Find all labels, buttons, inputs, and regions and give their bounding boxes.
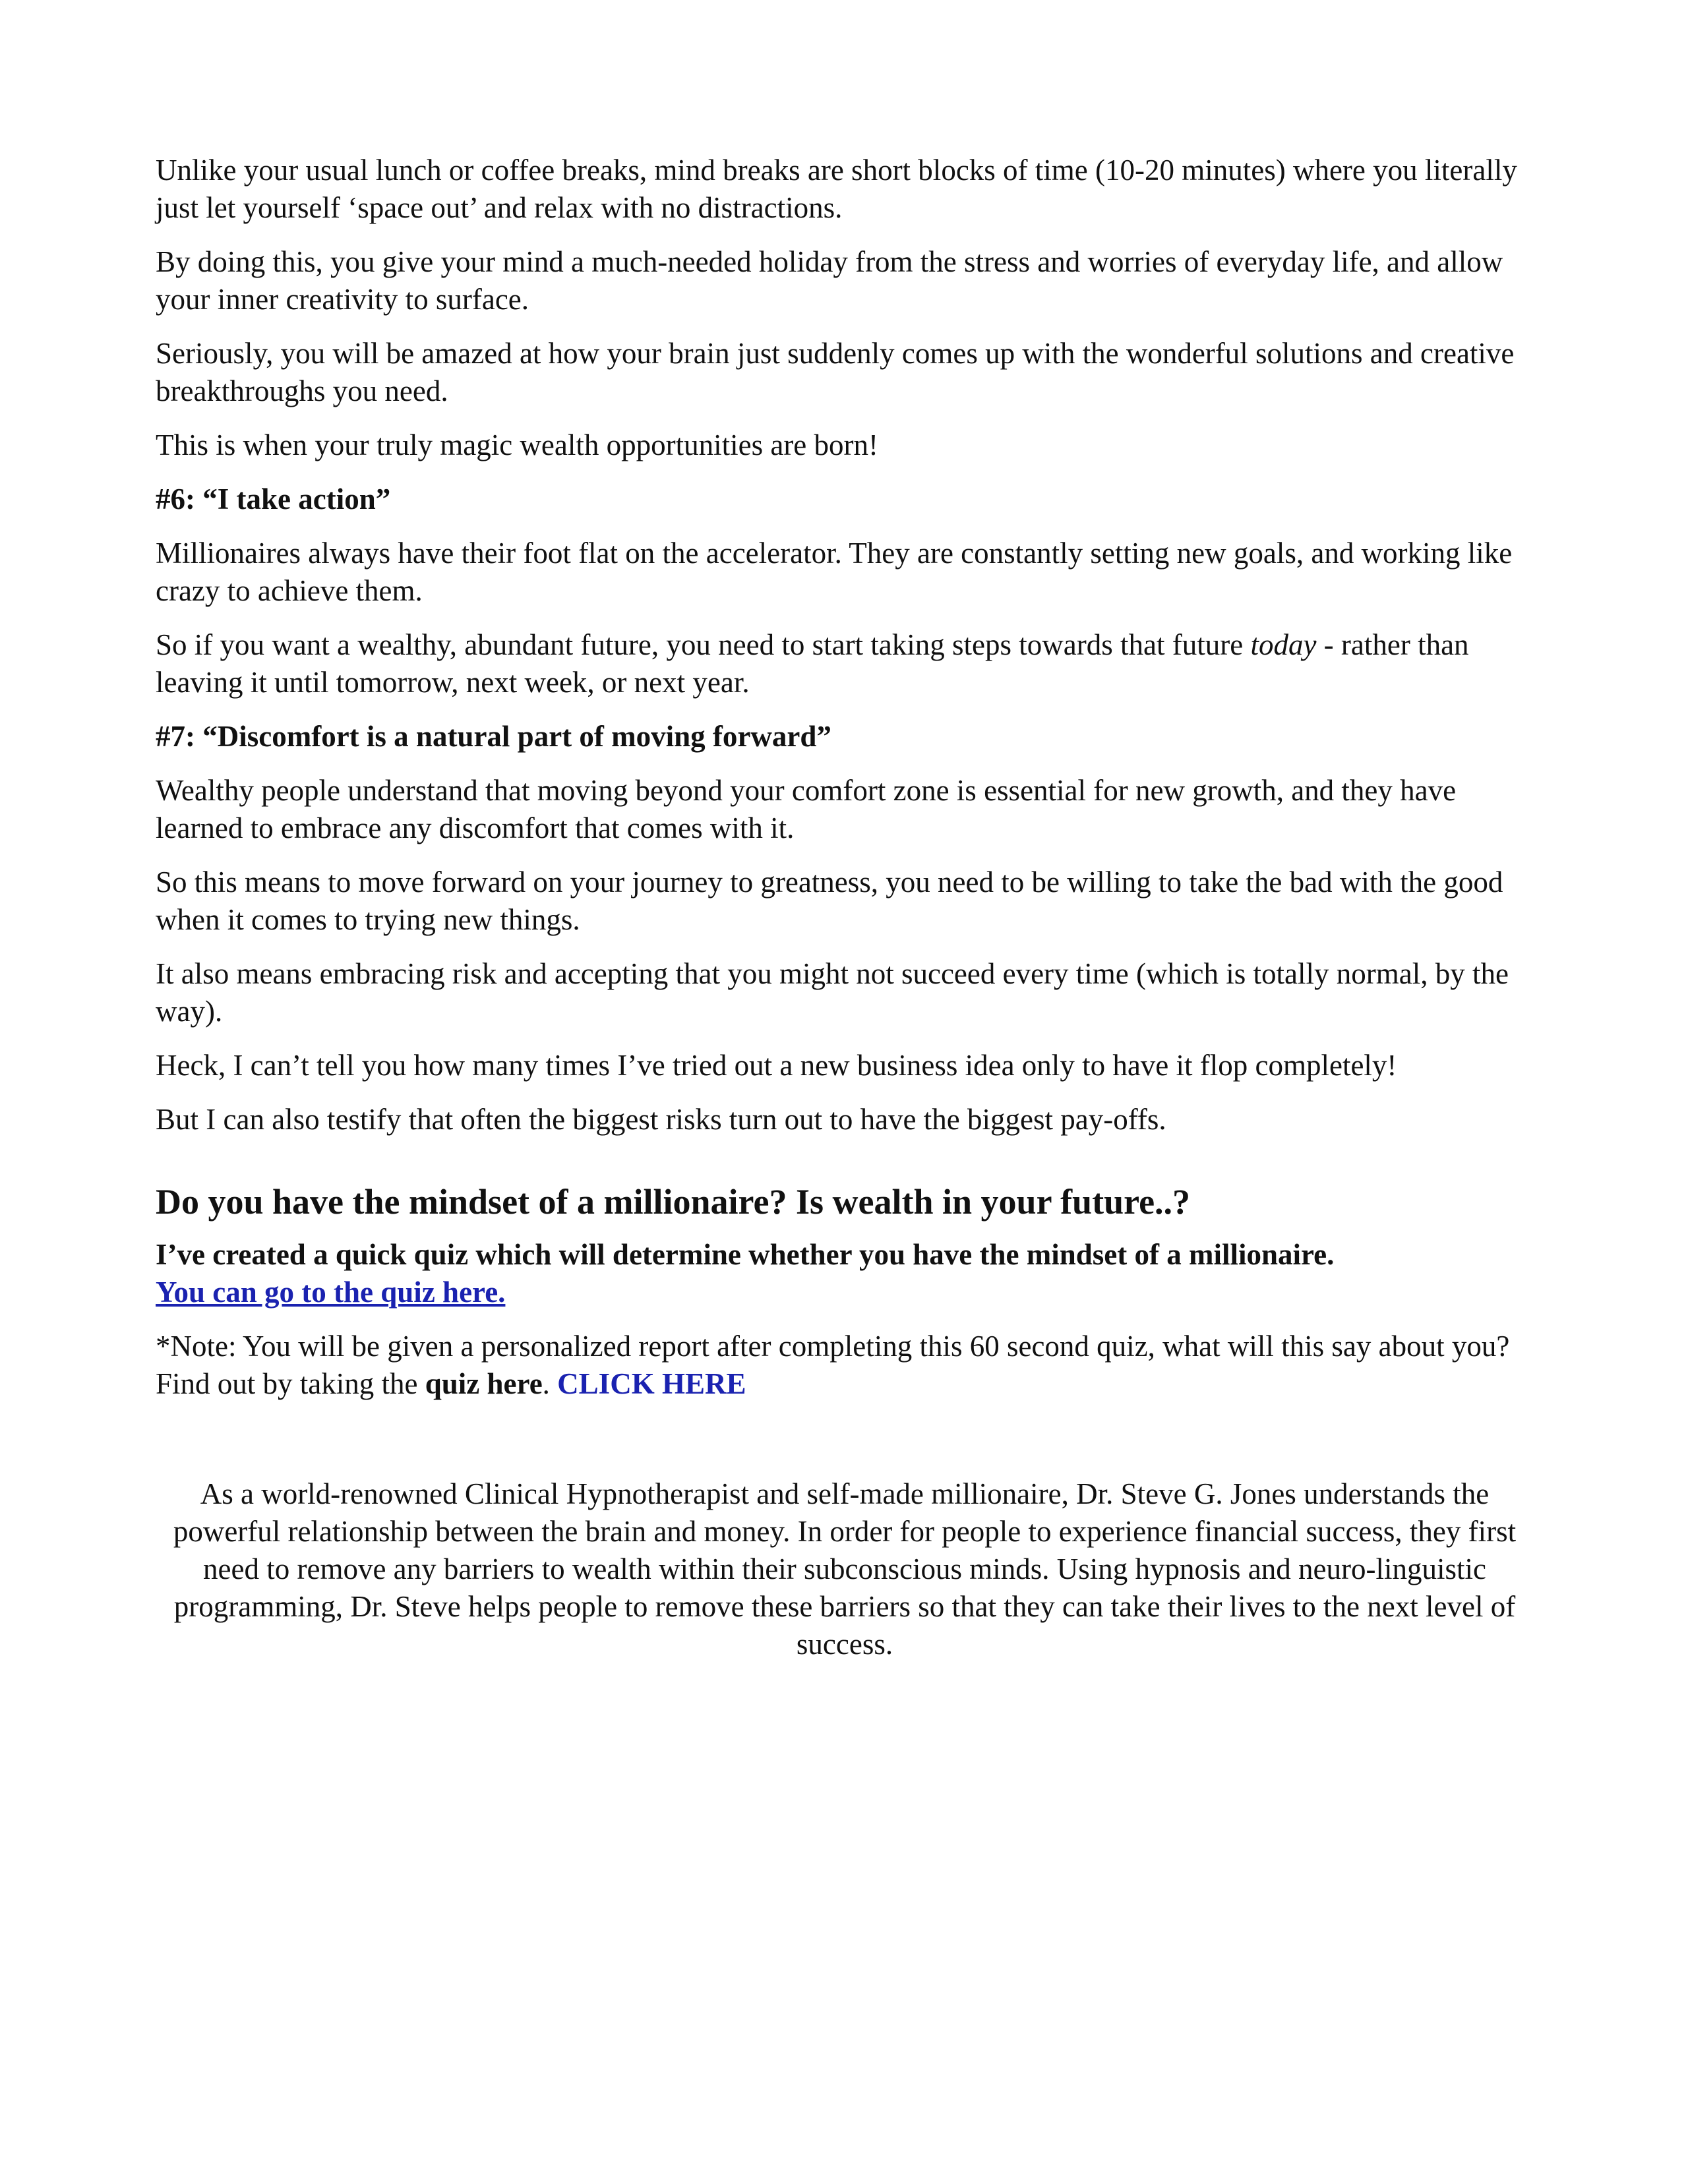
- quiz-note-period: .: [542, 1367, 558, 1400]
- paragraph-mind-breaks: Unlike your usual lunch or coffee breaks, mind breaks are short blocks of time (10-20 minutes) where you literally just let yourself ‘space out’ and relax with no distractions.: [156, 154, 1517, 224]
- heading-take-action: #6: “I take action”: [156, 483, 391, 516]
- future-text-today: today: [1250, 628, 1317, 661]
- paragraph-flop: Heck, I can’t tell you how many times I’ve tried out a new business idea only to have it flop completely!: [156, 1049, 1397, 1082]
- paragraph-opportunities: This is when your truly magic wealth opportunities are born!: [156, 428, 878, 461]
- click-here-link[interactable]: CLICK HERE: [557, 1367, 746, 1400]
- paragraph-pay-offs: But I can also testify that often the biggest risks turn out to have the biggest pay-offs.: [156, 1103, 1166, 1136]
- paragraph-future-today: [156, 626, 1534, 701]
- quiz-here-bold: quiz here: [425, 1367, 543, 1400]
- quiz-note: [156, 1328, 1534, 1403]
- future-text-after: - rather than leaving it until tomorrow, next week, or next year.: [156, 628, 1469, 699]
- future-text-before: So if you want a wealthy, abundant future, you need to start taking steps towards that future: [156, 628, 1251, 661]
- heading-discomfort: #7: “Discomfort is a natural part of moving forward”: [156, 720, 831, 753]
- quiz-link[interactable]: You can go to the quiz here.: [156, 1276, 506, 1309]
- quiz-intro: [156, 1236, 1534, 1311]
- quiz-note-text: *Note: You will be given a personalized report after completing this 60 second quiz, what will this say about you? Find out by taking the: [156, 1330, 1510, 1400]
- author-bio: As a world-renowned Clinical Hypnotherapist and self-made millionaire, Dr. Steve G. Jones understands the powerful relationship between the brain and money. In order for people to experience financial success, they first need to remove any barriers to wealth within their subconscious minds. Using hypnosis and neuro-linguistic programming, Dr. Steve helps people to remove these barriers so that they can take their lives to the next level of success.: [173, 1477, 1517, 1661]
- paragraph-greatness: So this means to move forward on your journey to greatness, you need to be willing to take the bad with the good when it comes to trying new things.: [156, 866, 1503, 936]
- quiz-intro-text: I’ve created a quick quiz which will determine whether you have the mindset of a millionaire.: [156, 1238, 1335, 1271]
- paragraph-solutions: Seriously, you will be amazed at how your brain just suddenly comes up with the wonderful solutions and creative breakthroughs you need.: [156, 337, 1515, 407]
- paragraph-risk: It also means embracing risk and accepting that you might not succeed every time (which is totally normal, by the way).: [156, 957, 1509, 1028]
- quiz-section-title: Do you have the mindset of a millionaire? Is wealth in your future..?: [156, 1182, 1191, 1222]
- paragraph-accelerator: Millionaires always have their foot flat on the accelerator. They are constantly setting new goals, and working like crazy to achieve them.: [156, 537, 1513, 607]
- document-page: [156, 152, 1534, 1680]
- paragraph-comfort-zone: Wealthy people understand that moving beyond your comfort zone is essential for new growth, and they have learned to embrace any discomfort that comes with it.: [156, 774, 1457, 844]
- paragraph-holiday: By doing this, you give your mind a much-needed holiday from the stress and worries of everyday life, and allow your inner creativity to surface.: [156, 245, 1503, 316]
